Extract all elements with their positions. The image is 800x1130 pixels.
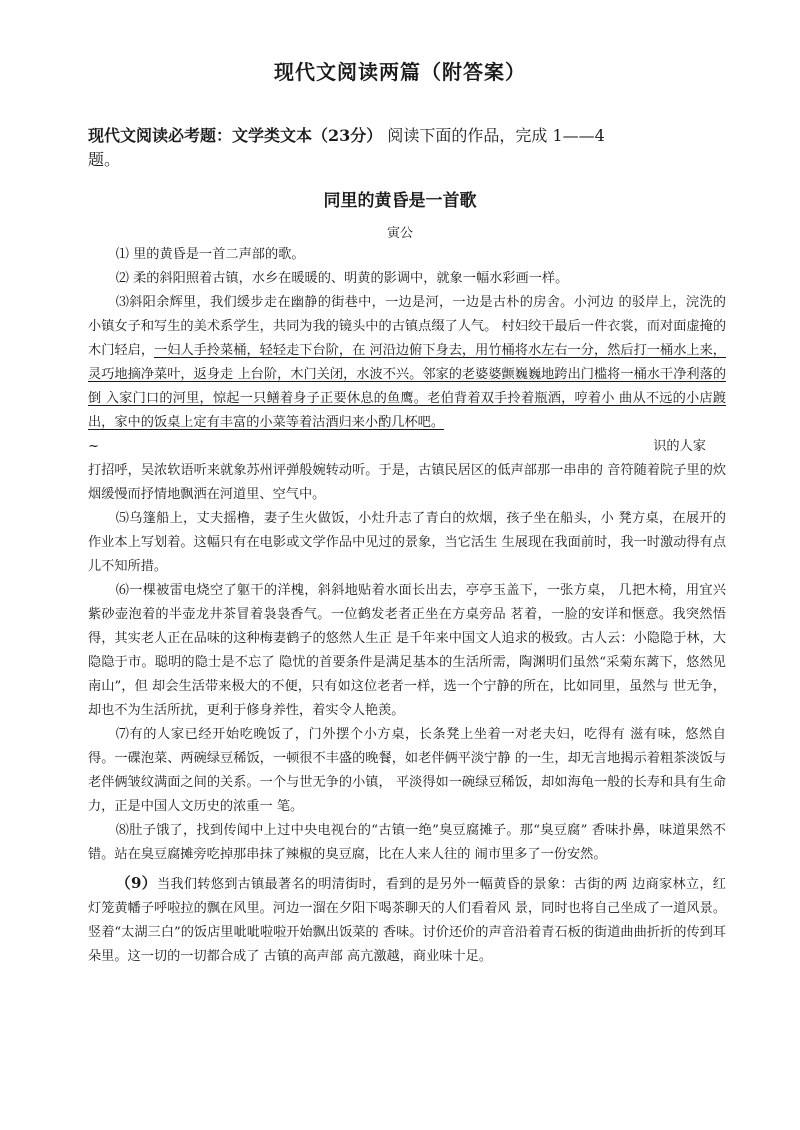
tilde-line bbox=[88, 435, 726, 459]
prompt-instruction-end: 题。 bbox=[88, 150, 121, 169]
paragraph-6: ⑹一棵被雷电烧空了躯干的洋槐，斜斜地贴着水面长出去，亭亭玉盖下，一张方桌， 几把木椅，用宜兴紫砂壶泡着的半壶龙井茶冒着袅袅香气。一位鹤发老者正坐在方桌旁品 茗着，一脸的安详和惬意。我突然悟得，其实老人正在品味的这种梅妻鹤子的悠然人生正 是千年来中国文人追求的极致。古人云：小隐隐于林，大隐隐于市。聪明的隐士是不忘了 隐忧的首要条件是满足基本的生活所需，陶渊明们虽然“采菊东蓠下，悠然见南山”，但 却会生活带来极大的不便，只有如这位老者一样，选一个宁静的所在，比如同里，虽然与 世无争，却也不为生活所扰，更利于修身养性，着实令人艳羡。 bbox=[88, 583, 726, 718]
prompt-section-label: 现代文阅读必考题：文学类文本（23分） bbox=[88, 126, 383, 145]
article-author: 寅公 bbox=[386, 226, 413, 241]
paragraph-8: ⑻肚子饿了，找到传闻中上过中央电视台的“古镇一绝”臭豆腐摊子。那“臭豆腐” 香味扑鼻，味道果然不错。站在臭豆腐摊旁吃掉那串抹了辣椒的臭豆腐，比在人来人往的 闹市里多了一份安然。 bbox=[88, 823, 726, 862]
article-title: 同里的黄昏是一首歌 bbox=[323, 191, 477, 211]
paragraph-9-text: 当我们转悠到古镇最著名的明清街时，看到的是另外一幅黄昏的景象：古街的两 边商家林立，红灯笼黄幡子呼啦拉的飘在风里。河边一溜在夕阳下喝茶聊天的人们看着风 景，同时也将自己坐成了一道风景。竖着“太湖三白”的饭店里呲呲啦啦开始飘出饭菜的 香味。讨价还价的声音沿着青石板的街道曲曲折折的传到耳朵里。这一切的一切都合成了 古镇的高声部 高亢激越，商业味十足。 bbox=[88, 877, 727, 964]
paragraph-5: ⑸乌篷船上，丈夫摇橹，妻子生火做饭，小灶升志了青白的炊烟，孩子坐在船头，小 凳方桌，在展开的作业本上写划着。这幅只有在电影或文学作品中见过的景象，当它活生 生展现在我面前时，我一时激动得有点儿不知所措。 bbox=[88, 511, 726, 574]
tilde-line-right-text: 识的人家 bbox=[653, 439, 706, 454]
paragraph-9 bbox=[88, 871, 726, 969]
article-body bbox=[88, 243, 726, 969]
paragraph-4: 打招呼，吴浓软语听来就象苏州评弹般婉转动听。于是，古镇民居区的低声部那一串串的 音符随着院子里的炊烟缓慢而抒情地飘洒在河道里、空气中。 bbox=[88, 463, 726, 502]
paragraph-3 bbox=[88, 291, 726, 435]
paragraph-3-text: ⑶斜阳余辉里，我们缓步走在幽静的街巷中，一边是河，一边是古朴的房舍。小河边 的驳岸上，浣洗的小镇女子和写生的美术系学生，共同为我的镜头中的古镇点缀了人气。 村妇绞干最后一件衣裳，而对面虚掩的木门轻启， bbox=[88, 295, 726, 358]
question-prompt bbox=[88, 124, 708, 172]
paragraph-7: ⑺有的人家已经开始吃晚饭了，门外摆个小方桌，长条凳上坐着一对老夫妇，吃得有 滋有味，悠然自得。一碟泡菜、两碗绿豆稀饭，一顿很不丰盛的晚餐，如老伴俩平淡宁静 的一生，却无言地揭示着粗茶淡饭与老伴俩皱纹满面之间的关系。一个与世无争的小镇， 平淡得如一碗绿豆稀饭，却如海龟一般的长寿和具有生命力，正是中国人文历史的浓重一 笔。 bbox=[88, 727, 727, 814]
paragraph-9-number: （9） bbox=[115, 874, 157, 892]
paragraph-2: ⑵ 柔的斜阳照着古镇，水乡在暖暖的、明黄的影调中，就象一幅水彩画一样。 bbox=[115, 271, 569, 286]
prompt-instruction: 阅读下面的作品，完成 1——4 bbox=[382, 126, 605, 145]
paragraph-1: ⑴ 里的黄昏是一首二声部的歌。 bbox=[115, 247, 305, 262]
document-title: 现代文阅读两篇（附答案） bbox=[274, 60, 526, 84]
tilde-mark: ~ bbox=[88, 439, 100, 454]
underlined-passage: 一妇人手拎菜桶，轻轻走下台阶，在 河沿边俯下身去，用竹桶将水左右一分，然后打一桶水上来，灵巧地摘净菜叶，返身走 上台阶，木门关闭，水波不兴。邻家的老婆婆颤巍巍地跨出门槛将一桶水干净利落的倒 入家门口的河里，惊起一只鳝着身子正要休息的鱼鹰。老伯背着双手拎着瓶酒，哼着小 曲从不远的小店踱出，家中的饭桌上定有丰富的小菜等着沽酒归来小酌几杯吧。 bbox=[88, 343, 726, 430]
